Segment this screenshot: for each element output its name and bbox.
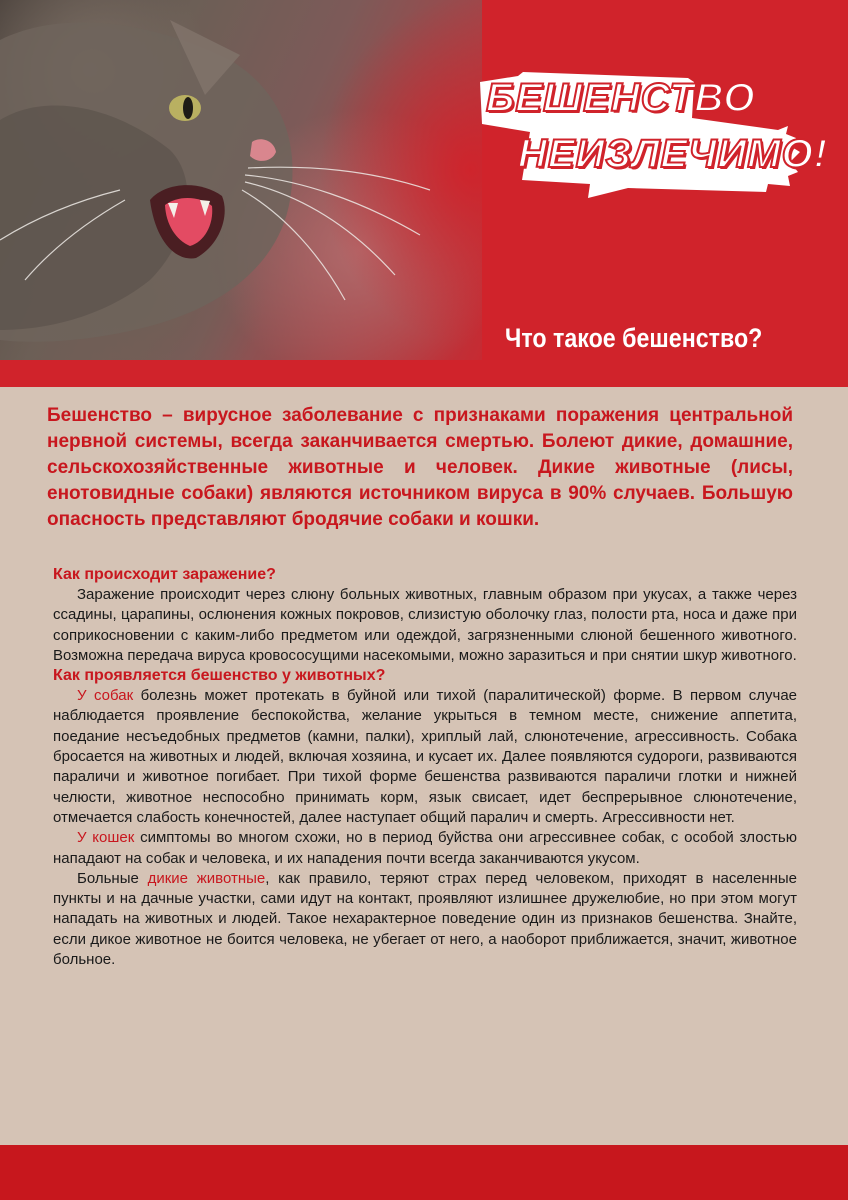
headline: [478, 72, 829, 212]
headline-line-1: БЕШЕНСТВО: [486, 76, 756, 120]
paragraph-dogs: [53, 686, 797, 828]
paragraph-wild-text-before: Больные: [77, 869, 148, 887]
highlight-cats: У кошек: [77, 829, 135, 847]
hero-banner: [0, 0, 848, 387]
highlight-dogs: У собак: [77, 687, 134, 705]
paragraph-dogs-text: болезнь может протекать в буйной или тихой (паралитической) форме. В первом случае наблюдается проявление беспокойства, желание укрыться в темном месте, снижение аппетита, поедание несъедобных предметов (камни, палки), хриплый лай, слюнотечение, агрессивность. Собака бросается на животных и людей, включая хозяина, и кусает их. Далее появляются судороги, развиваются параличи и животное погибает. При тихой форме бешенства развиваются параличи глотки и нижней челюсти, животное неспособно принимать корм, язык свисает, идет беспрерывное слюнотечение, отмечается слабость конечностей, далее наступает общий паралич и смерть. Агрессивности нет.: [53, 687, 798, 826]
headline-line-2: НЕИЗЛЕЧИМО!: [518, 132, 829, 176]
paragraph-cats-text: симптомы во многом схожи, но в период буйства они агрессивнее собак, с особой злостью нападают на собак и человека, и их нападения почти всегда заканчиваются укусом.: [53, 829, 797, 867]
snarling-cat-photo: [0, 0, 482, 360]
footer-bar: [0, 1145, 848, 1200]
main-content: [53, 565, 797, 970]
highlight-wild-animals: дикие животные: [147, 869, 266, 887]
section-heading-infection: Как происходит заражение?: [53, 566, 276, 583]
section-text-infection: Заражение происходит через слюну больных животных, главным образом при укусах, а также через ссадины, царапины, ослюнения кожных покровов, слизистую оболочку глаз, полости рта, носа и даже при соприкосновении с каким-либо предметом или одеждой, загрязненными слюной бешенного животного. Возможна передача вируса кровососущими насекомыми, можно заразиться и при снятии шкур животного.: [53, 586, 797, 664]
page-subtitle: Что такое бешенство?: [505, 323, 763, 353]
lead-paragraph: Бешенство – вирусное заболевание с признаками поражения центральной нервной системы, всегда заканчивается смертью. Болеют дикие, домашние, сельскохозяйственные животные и человек. Дикие животные (лисы, енотовидные собаки) являются источником вируса в 90% случаев. Большую опасность представляют бродячие собаки и кошки.: [47, 405, 793, 530]
paragraph-wild-animals: [53, 869, 797, 970]
cat-illustration: [0, 0, 482, 360]
section-heading-symptoms: Как проявляется бешенство у животных?: [53, 667, 386, 685]
paragraph-wild-text-after: , как правило, теряют страх перед человеком, приходят в населенные пункты и на дачные участки, сами идут на контакт, проявляют излишнее дружелюбие, но при этом могут нападать на животных и людей. Такое нехарактерное поведение один из признаков бешенства. Знайте, если дикое животное не боится человека, не убегает от него, а наоборот приближается, значит, животное больное.: [53, 869, 798, 969]
paragraph-cats: [53, 828, 797, 869]
